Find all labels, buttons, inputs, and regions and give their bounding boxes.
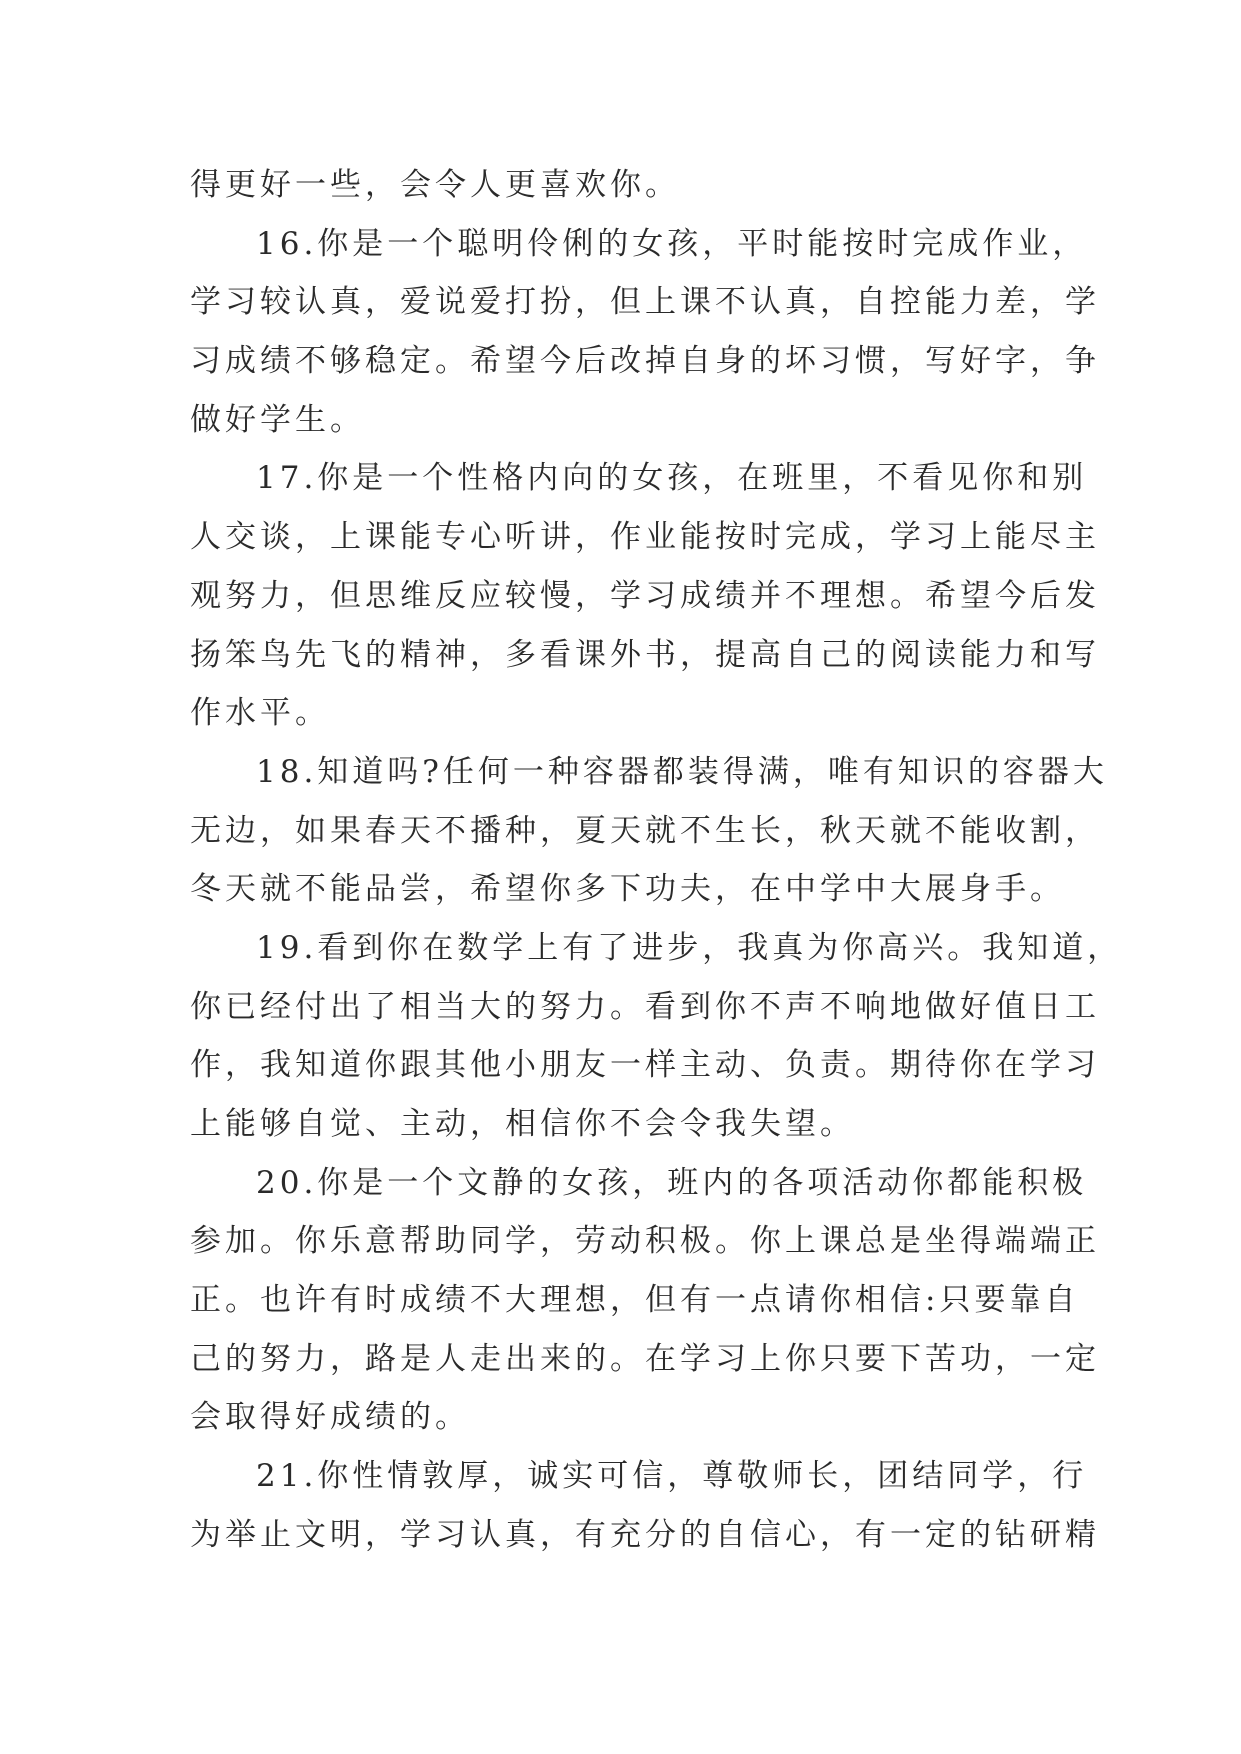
text-line: 你已经付出了相当大的努力。看到你不声不响地做好值日工 — [190, 988, 1100, 1025]
paragraph-20-first-line: 20.你是一个文静的女孩，班内的各项活动你都能积极 — [256, 1164, 1088, 1201]
text-line: 参加。你乐意帮助同学，劳动积极。你上课总是坐得端端正 — [190, 1223, 1100, 1260]
text-line: 正。也许有时成绩不大理想，但有一点请你相信:只要靠自 — [190, 1282, 1080, 1319]
text-line: 习成绩不够稳定。希望今后改掉自身的坏习惯，写好字，争 — [190, 343, 1100, 380]
text-line: 冬天就不能品尝，希望你多下功夫，在中学中大展身手。 — [190, 871, 1065, 908]
text-line: 人交谈，上课能专心听讲，作业能按时完成，学习上能尽主 — [190, 519, 1100, 556]
text-line: 做好学生。 — [190, 401, 365, 438]
text-line: 学习较认真，爱说爱打扮，但上课不认真，自控能力差，学 — [190, 284, 1100, 321]
text-line: 得更好一些，会令人更喜欢你。 — [190, 167, 680, 203]
text-line: 作，我知道你跟其他小朋友一样主动、负责。期待你在学习 — [190, 1047, 1100, 1084]
paragraph-19-first-line: 19.看到你在数学上有了进步，我真为你高兴。我知道， — [256, 929, 1123, 966]
paragraph-16-first-line: 16.你是一个聪明伶俐的女孩，平时能按时完成作业， — [256, 225, 1088, 262]
text-line: 观努力，但思维反应较慢，学习成绩并不理想。希望今后发 — [190, 577, 1100, 614]
text-line: 无边，如果春天不播种，夏天就不生长，秋天就不能收割， — [190, 812, 1100, 849]
document-body — [190, 156, 1123, 1565]
text-line: 上能够自觉、主动，相信你不会令我失望。 — [190, 1106, 855, 1142]
paragraph-17-first-line: 17.你是一个性格内向的女孩，在班里，不看见你和别 — [256, 460, 1088, 497]
paragraph-21-first-line: 21.你性情敦厚，诚实可信，尊敬师长，团结同学，行 — [256, 1458, 1088, 1495]
text-line: 扬笨鸟先飞的精神，多看课外书，提高自己的阅读能力和写 — [190, 636, 1100, 673]
text-line: 作水平。 — [190, 695, 330, 732]
text-line: 为举止文明，学习认真，有充分的自信心，有一定的钻研精 — [190, 1516, 1100, 1553]
paragraph-18-first-line: 18.知道吗?任何一种容器都装得满，唯有知识的容器大 — [256, 753, 1108, 790]
text-line: 己的努力，路是人走出来的。在学习上你只要下苦功，一定 — [190, 1340, 1100, 1377]
text-line: 会取得好成绩的。 — [190, 1399, 470, 1436]
